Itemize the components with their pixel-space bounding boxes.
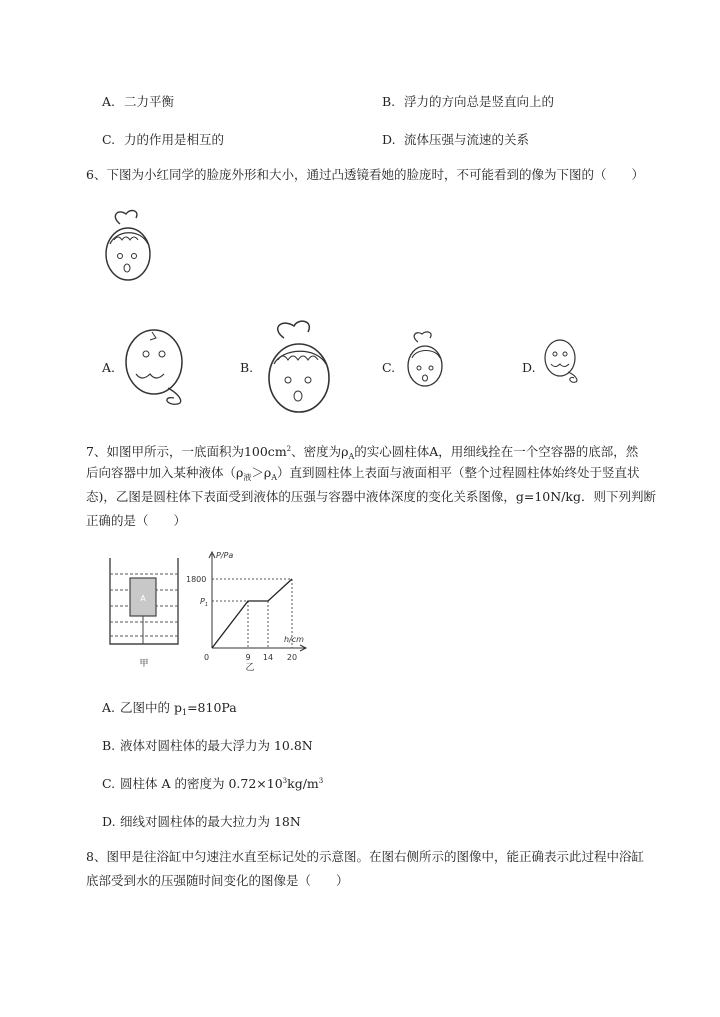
option-text: kg/m bbox=[287, 776, 319, 791]
q5-option-a[interactable] bbox=[102, 92, 174, 110]
q8-stem-line-2: 底部受到水的压强随时间变化的图像是（ ） bbox=[86, 873, 349, 888]
option-letter: D. bbox=[102, 814, 116, 829]
cylinder-label: A bbox=[140, 594, 146, 603]
x-tick-label: 14 bbox=[262, 653, 274, 662]
q5-option-c[interactable] bbox=[102, 130, 224, 148]
q7-sup: 2 bbox=[286, 445, 292, 453]
option-letter: B. bbox=[102, 738, 116, 753]
q7-stem-line-2 bbox=[86, 464, 640, 487]
x-axis-label: h/cm bbox=[284, 635, 304, 644]
q7-figure bbox=[100, 548, 320, 676]
q7-text: ）直到圆柱体上表面与液面相平（整个过程圆柱体始终处于竖直状 bbox=[277, 465, 640, 480]
option-letter: B. bbox=[382, 94, 396, 109]
option-text: 流体压强与流速的关系 bbox=[403, 132, 529, 147]
figure-caption-left: 甲 bbox=[139, 659, 149, 669]
x-tick-label: 20 bbox=[286, 653, 298, 662]
option-letter: D. bbox=[382, 132, 396, 147]
q6-option-c-image[interactable] bbox=[404, 330, 446, 392]
figure-caption-right: 乙 bbox=[245, 663, 255, 673]
q8-stem-line-1: 8、图甲是往浴缸中匀速注水直至标记处的示意图。在图右侧所示的图像中，能正确表示此过程中浴缸 bbox=[86, 849, 644, 864]
option-text: 圆柱体 A 的密度为 0.72×10 bbox=[120, 776, 283, 791]
q6-option-d-label[interactable]: D. bbox=[522, 360, 536, 375]
q6-option-a-label[interactable]: A. bbox=[102, 360, 116, 375]
y-tick-1800: 1800 bbox=[186, 575, 207, 584]
q6-stem: 6、下图为小红同学的脸庞外形和大小，通过凸透镜看她的脸庞时，不可能看到的像为下图的（ ） bbox=[86, 167, 644, 182]
origin-label: 0 bbox=[204, 653, 210, 662]
option-text: 二力平衡 bbox=[123, 94, 174, 109]
q7-sub: A bbox=[271, 473, 277, 482]
option-letter: A. bbox=[102, 94, 116, 109]
q7-option-d[interactable] bbox=[102, 812, 301, 830]
q7-text: 7、如图甲所示，一底面积为100cm bbox=[86, 444, 287, 459]
q6-option-c-label[interactable]: C. bbox=[382, 360, 396, 375]
option-text: =810Pa bbox=[187, 700, 237, 715]
q6-option-d-image[interactable] bbox=[540, 334, 584, 390]
y-tick-p1: $P_1$ bbox=[200, 597, 209, 608]
option-text: 液体对圆柱体的最大浮力为 10.8N bbox=[120, 738, 313, 753]
q7-sub: 液 bbox=[243, 473, 252, 482]
q6-option-b-image[interactable] bbox=[262, 318, 336, 418]
option-sup: 3 bbox=[282, 777, 288, 785]
option-letter: C. bbox=[102, 776, 116, 791]
q7-sub: A bbox=[348, 452, 355, 461]
container-diagram bbox=[110, 558, 178, 669]
q6-option-a-image[interactable] bbox=[116, 318, 196, 414]
q7-stem-line-4: 正确的是（ ） bbox=[86, 513, 187, 528]
option-text: 细线对圆柱体的最大拉力为 18N bbox=[120, 814, 301, 829]
q7-text: 、密度为ρ bbox=[291, 444, 349, 459]
q6-option-b-label[interactable]: B. bbox=[240, 360, 254, 375]
option-sup: 3 bbox=[318, 777, 324, 785]
reference-face-image bbox=[100, 206, 156, 286]
q7-text: 后向容器中加入某种液体（ρ bbox=[86, 465, 244, 480]
pressure-depth-graph bbox=[186, 551, 306, 673]
q5-option-d[interactable] bbox=[382, 130, 529, 148]
option-text: 乙图中的 p bbox=[120, 700, 182, 715]
option-letter: C. bbox=[102, 132, 116, 147]
option-letter: A. bbox=[102, 700, 116, 715]
q7-stem-line-1 bbox=[86, 440, 638, 466]
q7-text: ＞ρ bbox=[251, 465, 272, 480]
q5-option-b[interactable] bbox=[382, 92, 554, 110]
x-tick-label: 9 bbox=[245, 653, 251, 662]
y-axis-label: P/Pa bbox=[216, 551, 234, 560]
q7-option-b[interactable] bbox=[102, 736, 313, 754]
q7-option-a[interactable] bbox=[102, 698, 237, 717]
q7-stem-line-3: 态)，乙图是圆柱体下表面受到液体的压强与容器中液体深度的变化关系图像，g=10N/kg．则下列判断 bbox=[86, 489, 656, 504]
option-sub: 1 bbox=[181, 708, 188, 717]
q7-text: 的实心圆柱体A，用细线拴在一个空容器的底部，然 bbox=[354, 444, 639, 459]
q7-option-c[interactable] bbox=[102, 774, 323, 792]
option-text: 浮力的方向总是竖直向上的 bbox=[403, 94, 554, 109]
data-series-line bbox=[212, 579, 292, 648]
option-text: 力的作用是相互的 bbox=[123, 132, 224, 147]
